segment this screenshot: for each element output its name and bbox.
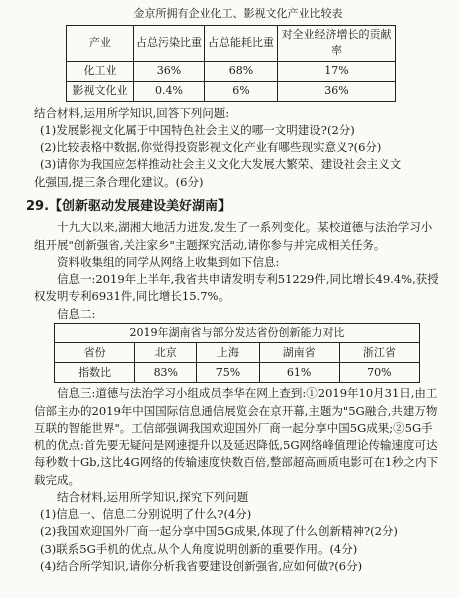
info1-label: 信息一: xyxy=(57,272,96,286)
q28-item-3-continued: 化强国,提三条合理化建议。(6分) xyxy=(34,174,204,189)
table-cell: 0.4% xyxy=(134,81,205,101)
info2-label: 信息二: xyxy=(57,306,96,321)
q29-collect: 资料收集组的同学从网络上收集到如下信息: xyxy=(57,254,280,269)
industry-comparison-table xyxy=(66,25,396,102)
table-header-cell: 产业 xyxy=(67,25,134,61)
table-header-cell: 北京 xyxy=(135,343,197,363)
innovation-table-caption-box xyxy=(54,323,420,344)
table-row xyxy=(67,61,396,81)
innovation-comparison-table xyxy=(54,343,420,383)
table-header-row xyxy=(55,343,420,363)
table-header-row xyxy=(67,25,396,61)
q29-item-3: (3)联系5G手机的优点,从个人角度说明创新的重要作用。(4分) xyxy=(40,541,358,556)
table-row xyxy=(67,81,396,101)
table-cell: 83% xyxy=(135,363,197,383)
table-cell: 36% xyxy=(134,61,205,81)
table-header-cell: 湖南省 xyxy=(259,343,339,363)
table-header-cell: 占总能耗比重 xyxy=(205,25,278,61)
info1-text: 2019年上半年,我省共申请发明专利51229件,同比增长49.4%,获授权发明专利6931件,同比增长15.7%。 xyxy=(34,272,439,304)
table2-title: 2019年湖南省与部分发达省份创新能力对比 xyxy=(55,324,419,344)
table-header-cell: 浙江省 xyxy=(339,343,419,363)
table-cell: 61% xyxy=(259,363,339,383)
table-header-cell: 占总污染比重 xyxy=(134,25,205,61)
table-cell: 影视文化业 xyxy=(67,81,134,101)
q29-heading: 29.【创新驱动发展建设美好湖南】 xyxy=(26,198,232,214)
table-cell: 6% xyxy=(205,81,278,101)
q28-item-2: (2)比较表格中数据,你觉得投资影视文化产业有哪些现实意义?(6分) xyxy=(40,140,382,154)
q28-item-1: (1)发展影视文化属于中国特色社会主义的哪一文明建设?(2分) xyxy=(40,122,355,137)
table-header-cell: 省份 xyxy=(55,343,135,363)
q29-info1 xyxy=(34,271,442,306)
q29-item-2: (2)我国欢迎国外厂商一起分享中国5G成果,体现了什么创新精神?(2分) xyxy=(40,524,398,539)
table-cell: 36% xyxy=(278,81,396,101)
table-cell: 70% xyxy=(339,363,419,383)
q29-item-4: (4)结合所学知识,请你分析我省要建设创新强省,应如何做?(6分) xyxy=(40,558,363,573)
q29-intro: 十九大以来,湖湘大地活力迸发,发生了一系列变化。某校道德与法治学习小组开展"创新强省,关注家乡"主题探究活动,请你参与并完成相关任务。 xyxy=(34,220,433,252)
table-cell: 17% xyxy=(278,61,396,81)
q28-item-3: (3)请你为我国应怎样推动社会主义文化大发展大繁荣、建设社会主义文 xyxy=(40,157,402,172)
table-header-cell: 上海 xyxy=(197,343,259,363)
table-cell: 68% xyxy=(205,61,278,81)
table-row xyxy=(55,363,420,383)
table-header-cell: 对全业经济增长的贡献率 xyxy=(278,25,396,61)
table-cell: 指数比 xyxy=(55,363,135,383)
q29-item-1: (1)信息一、信息二分别说明了什么?(4分) xyxy=(40,507,252,521)
q29-info3: 信息三:道德与法治学习小组成员李华在网上查到:①2019年10月31日,由工信部主办的2019年中国国际信息通信展览会在京开幕,主题为"5G融合,共建万物互联的智能世界"。工信部强调我国欢迎国外厂商一起分享中国5G成果;②5G手机的优点:首先要无疑问是网速提升以及延迟降低,5G网络峰值理论传输速度可达每秒数十Gb,这比4G网络的传输速度快数百倍,整部超高画质电影可在1秒之内下载完成。 xyxy=(34,386,439,487)
table-cell: 75% xyxy=(197,363,259,383)
table-cell: 化工业 xyxy=(67,61,134,81)
q28-intro: 结合材料,运用所学知识,回答下列问题: xyxy=(34,105,230,120)
table1-title: 金京所拥有企业化工、影视文化产业比较表 xyxy=(133,7,343,20)
q29-task-intro: 结合材料,运用所学知识,探究下列问题 xyxy=(57,489,249,504)
